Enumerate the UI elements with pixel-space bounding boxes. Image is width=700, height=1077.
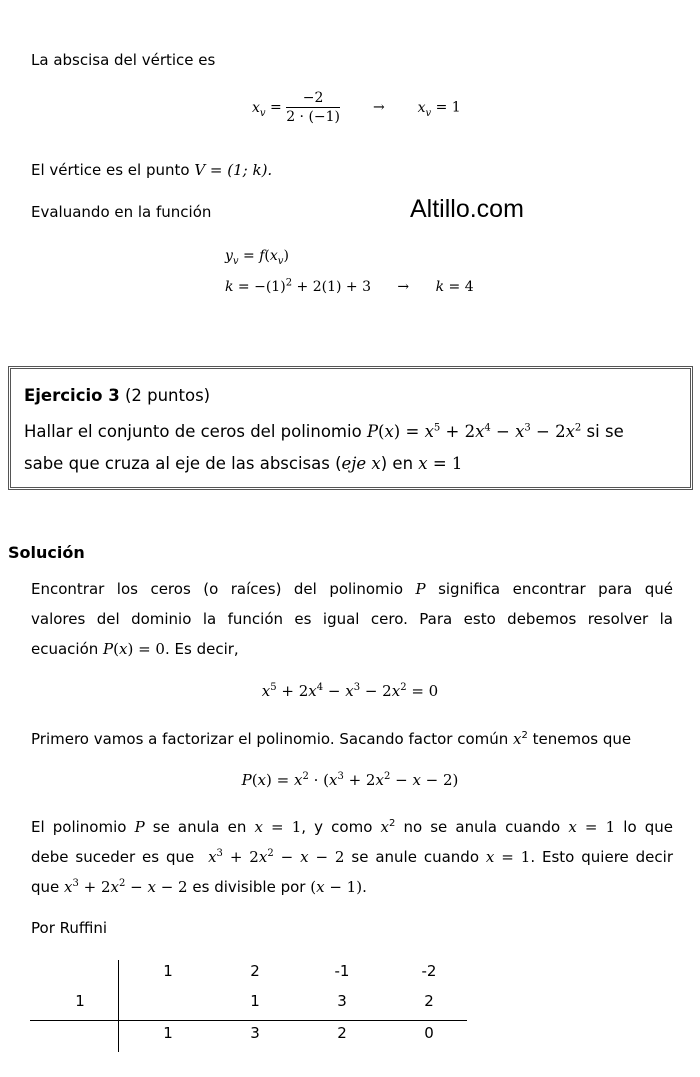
xv-formula: $x_v$ = $\frac{-2}{2 \cdot (-1)}$ → $x_v = 1$	[252, 90, 461, 125]
equation-2: $P(x) = x^2 \cdot (x^3 + 2x^2 - x - 2)$	[241, 771, 459, 789]
equation-1: $x^5 + 2x^4 - x^3 - 2x^2 = 0$	[261, 682, 439, 700]
arrow-1: →	[372, 99, 385, 116]
ruffini-cell: 1	[163, 1024, 173, 1042]
exercise-line-1: Hallar el conjunto de ceros del polinomio $P(x) = x^5 + 2x^4 - x^3 - 2x^2$ si se	[24, 422, 624, 441]
ruffini-cell: 3	[337, 992, 347, 1010]
ruffini-cell: 1	[163, 962, 173, 980]
ruffini-cell: 1	[250, 992, 260, 1010]
frac-denominator: 2 · (−1)	[286, 109, 341, 125]
exercise-line-2: sabe que cruza al eje de las abscisas (eje x) en x = 1	[24, 454, 463, 473]
ruffini-cell: -2	[421, 962, 437, 980]
solution-heading: Solución	[8, 543, 85, 562]
ruffini-label: Por Ruffini	[31, 919, 108, 937]
exercise-title: Ejercicio 3 (2 puntos)	[24, 386, 211, 405]
frac-numerator: −2	[286, 90, 340, 108]
k-line: $k = -(1)^2 + 2(1) + 3 \to k = 4$	[225, 277, 474, 295]
watermark: Altillo.com	[410, 195, 524, 223]
ruffini-cell: 2	[424, 992, 434, 1010]
ruffini-cell: -1	[334, 962, 350, 980]
ruffini-cell: 3	[250, 1024, 260, 1042]
yv-line: $y_v = f(x_v)$	[225, 248, 289, 267]
vertex-text: El vértice es el punto V = (1; k).	[31, 161, 273, 179]
ruffini-vertical-line	[118, 960, 119, 1052]
vertex-point: V = (1; k).	[194, 161, 273, 179]
ruffini-cell: 2	[337, 1024, 347, 1042]
exercise-box	[8, 366, 693, 490]
ruffini-root: 1	[75, 992, 85, 1010]
solution-paragraph-3: El polinomio P se anula en x = 1, y como $x^2$ no se anula cuando x = 1 lo que debe suceder es que $x^3 + 2x^2 - x - 2$ se anule cuando x = 1. Esto quiere decir que $x^3 + 2x^2 - x - 2$ es divisible por (x − 1).	[31, 818, 673, 896]
xv-result: = 1	[435, 99, 461, 116]
evaluando-text: Evaluando en la función	[31, 203, 212, 221]
abscisa-text: La abscisa del vértice es	[31, 51, 216, 69]
solution-paragraph-2: Primero vamos a factorizar el polinomio. Sacando factor común $x^2$ tenemos que	[31, 730, 632, 748]
ruffini-cell: 2	[250, 962, 260, 980]
solution-paragraph-1: Encontrar los ceros (o raíces) del polinomio P significa encontrar para qué valores del dominio la función es igual cero. Para esto debemos resolver la ecuación P(x) = 0. Es decir,	[31, 580, 673, 658]
ruffini-cell: 0	[424, 1024, 434, 1042]
ruffini-horizontal-line	[30, 1020, 467, 1021]
